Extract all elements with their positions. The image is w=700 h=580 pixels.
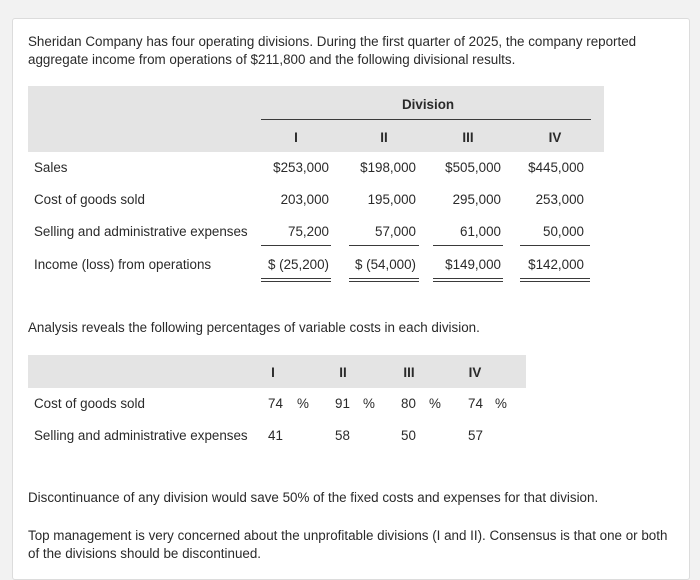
col-header-i: I — [294, 130, 298, 145]
management-paragraph: Top management is very concerned about the unprofitable divisions (I and II). Consensus is that one or both of the divisions should be discontinued. — [28, 528, 668, 561]
total-double-rule — [349, 278, 419, 282]
table-cell: $ (25,200) — [267, 257, 329, 272]
table-cell: $505,000 — [445, 160, 501, 175]
problem-card — [12, 18, 690, 580]
col-header-iii: III — [462, 130, 474, 145]
col-header-i: I — [271, 365, 275, 380]
percent-sign: % — [363, 396, 375, 411]
table-cell: $445,000 — [528, 160, 584, 175]
total-double-rule — [433, 278, 503, 282]
table-cell: $253,000 — [273, 160, 329, 175]
table-cell: 57,000 — [375, 224, 416, 239]
percent-sign: % — [429, 396, 441, 411]
intro-paragraph: Sheridan Company has four operating divisions. During the first quarter of 2025, the company reported aggregate income from operations of $211,800 and the following divisional results. — [28, 34, 637, 67]
table-cell: 91 — [335, 396, 350, 411]
row-label-selling-admin: Selling and administrative expenses — [34, 224, 248, 239]
table-cell: $142,000 — [528, 257, 584, 272]
subtotal-rule — [433, 245, 503, 246]
table-cell: 74 — [468, 396, 483, 411]
row-label-selling-admin: Selling and administrative expenses — [34, 428, 248, 443]
table-cell: $198,000 — [360, 160, 416, 175]
table-cell: 295,000 — [452, 192, 501, 207]
row-label-cogs: Cost of goods sold — [34, 192, 145, 207]
col-header-iii: III — [403, 365, 415, 380]
col-header-ii: II — [380, 130, 388, 145]
subtotal-rule — [349, 245, 419, 246]
subtotal-rule — [520, 245, 590, 246]
table-cell: 41 — [268, 428, 283, 443]
table-cell: 61,000 — [460, 224, 501, 239]
row-label-income: Income (loss) from operations — [34, 257, 212, 272]
table-cell: 50,000 — [543, 224, 584, 239]
total-double-rule — [261, 278, 331, 282]
division-header: Division — [402, 97, 455, 112]
table-cell: 203,000 — [280, 192, 329, 207]
table-cell: 253,000 — [535, 192, 584, 207]
table-cell: 58 — [335, 428, 350, 443]
table-cell: $149,000 — [445, 257, 501, 272]
division-header-rule — [261, 119, 591, 120]
analysis-paragraph: Analysis reveals the following percentages of variable costs in each division. — [28, 320, 480, 335]
table-cell: 75,200 — [288, 224, 329, 239]
table-cell: 195,000 — [367, 192, 416, 207]
col-header-ii: II — [339, 365, 347, 380]
col-header-iv: IV — [468, 365, 482, 380]
total-double-rule — [520, 278, 590, 282]
table-cell: 80 — [401, 396, 416, 411]
percent-sign: % — [495, 396, 507, 411]
table-cell: 50 — [401, 428, 416, 443]
row-label-sales: Sales — [34, 160, 68, 175]
table-cell: 74 — [268, 396, 283, 411]
row-label-cogs: Cost of goods sold — [34, 396, 145, 411]
col-header-iv: IV — [548, 130, 562, 145]
percent-sign: % — [297, 396, 309, 411]
table-cell: $ (54,000) — [354, 257, 416, 272]
table-cell: 57 — [468, 428, 483, 443]
discontinuance-paragraph: Discontinuance of any division would save 50% of the fixed costs and expenses for that division. — [28, 490, 599, 505]
subtotal-rule — [261, 245, 331, 246]
